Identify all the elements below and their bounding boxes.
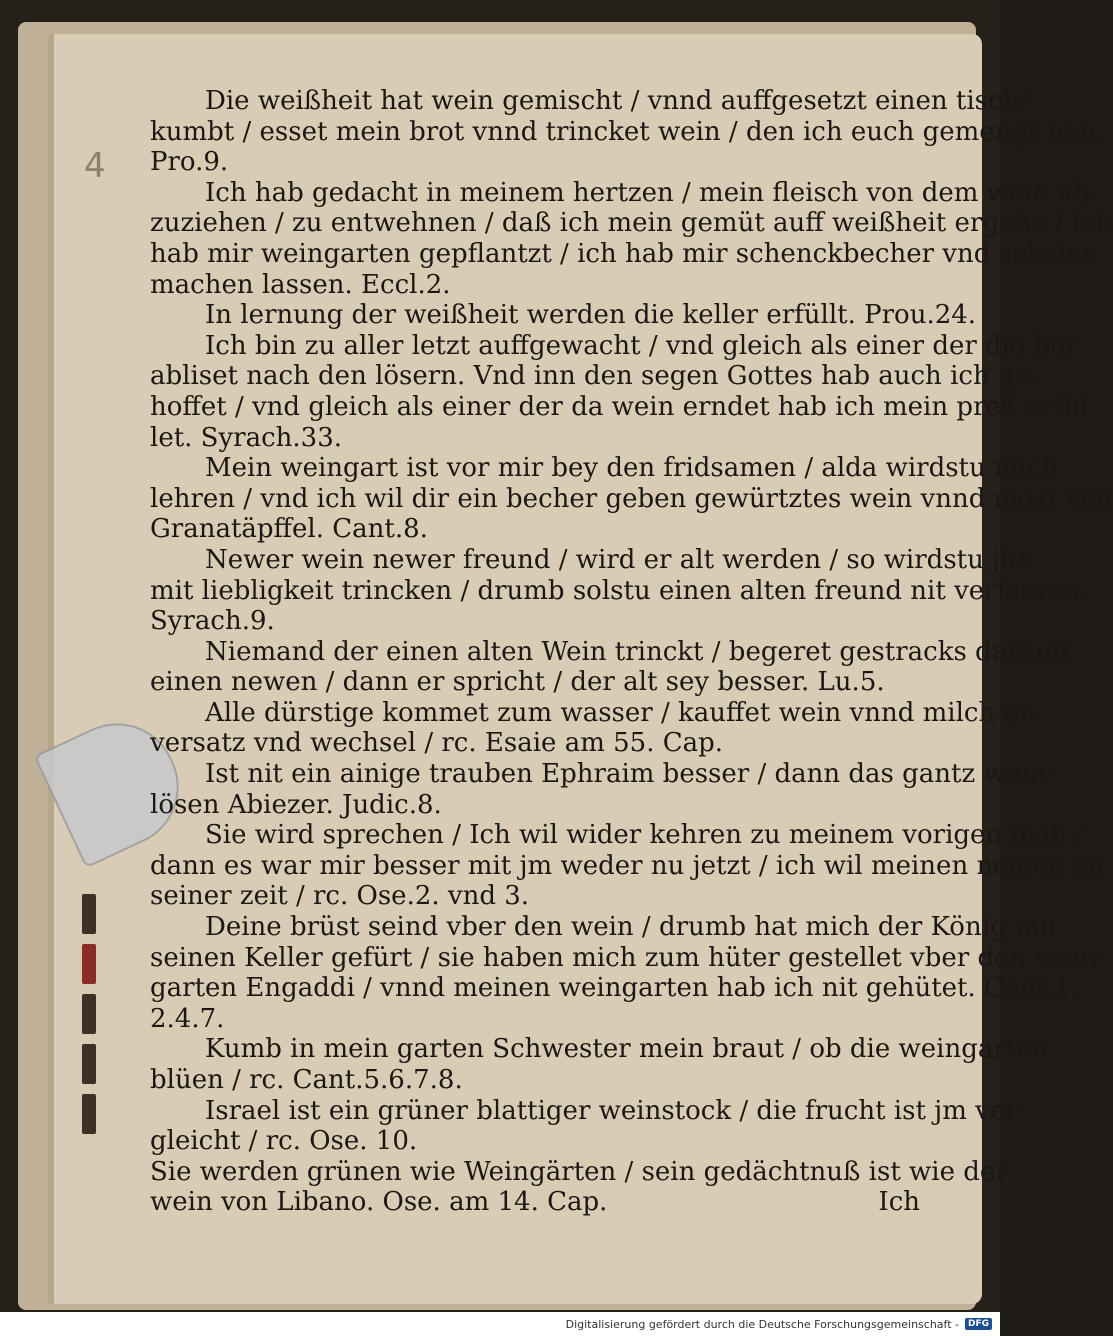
spine-marks xyxy=(82,894,100,1194)
text-line-content: mit liebligkeit trincken / drumb solstu einen alten freund nit verlassen. xyxy=(150,575,1088,606)
text-line xyxy=(150,86,1029,117)
text-line-content: Newer wein newer freund / wird er alt werden / so wirdstu jhn xyxy=(205,544,1034,575)
text-line xyxy=(150,453,1059,484)
text-line xyxy=(150,912,1057,943)
text-line xyxy=(150,606,920,637)
text-line-content: Sie werden grünen wie Weingärten / sein gedächtnuß ist wie der xyxy=(150,1156,1008,1187)
text-line xyxy=(150,1004,920,1035)
text-line-content: 2.4.7. xyxy=(150,1003,225,1034)
text-line-content: lehren / vnd ich wil dir ein becher geben gewürtztes wein vnnd most von xyxy=(150,483,1113,514)
text-line-content: Mein weingart ist vor mir bey den fridsamen / alda wirdstu mich xyxy=(205,453,1059,484)
text-line-content: dann es war mir besser mit jm weder nu jetzt / ich wil meinen nemen zu xyxy=(150,850,1105,881)
text-line-content: Niemand der einen alten Wein trinckt / begeret gestracks darauff xyxy=(205,636,1071,667)
text-line-content: abliset nach den lösern. Vnd inn den segen Gottes hab auch ich ge- xyxy=(150,361,1039,392)
text-line xyxy=(150,820,1085,851)
text-line-content: Ich hab gedacht in meinem hertzen / mein fleisch von dem wein ab- xyxy=(205,177,1099,208)
text-line xyxy=(150,208,1113,239)
text-line-content: kumbt / esset mein brot vnnd trincket wein / den ich euch gemengt hab. xyxy=(150,116,1104,147)
text-line-content: garten Engaddi / vnnd meinen weingarten hab ich nit gehütet. Cant.1. xyxy=(150,973,1080,1004)
text-line-content: let. Syrach.33. xyxy=(150,422,343,453)
text-line-content: Pro.9. xyxy=(150,147,229,178)
text-line-content: blüen / rc. Cant.5.6.7.8. xyxy=(150,1065,463,1095)
text-line xyxy=(150,1126,920,1157)
text-line-content: seinen Keller gefürt / sie haben mich zum hüter gestellet vber den wein- xyxy=(150,942,1106,973)
text-line xyxy=(150,575,1088,607)
text-line-content: versatz vnd wechsel / rc. Esaie am 55. Cap. xyxy=(150,728,724,759)
text-line-content: machen lassen. Eccl.2. xyxy=(150,269,451,300)
text-line xyxy=(150,973,1080,1004)
text-line xyxy=(150,177,1099,209)
text-line-content: In lernung der weißheit werden die keller erfüllt. Prou.24. xyxy=(205,300,977,331)
text-line-content: Sie wird sprechen / Ich wil wider kehren zu meinem vorigen mañ / xyxy=(205,820,1085,851)
text-line-content: lösen Abiezer. Judic.8. xyxy=(150,789,442,820)
text-line xyxy=(150,423,920,454)
text-line xyxy=(150,116,1104,148)
text-line xyxy=(150,1095,1027,1127)
footer-text: Digitalisierung gefördert durch die Deutsche Forschungsgemeinschaft - xyxy=(565,1317,959,1331)
text-line xyxy=(150,361,1039,392)
text-line xyxy=(150,942,1106,974)
text-line xyxy=(150,514,920,545)
text-line xyxy=(150,147,920,178)
text-line-content: Syrach.9. xyxy=(150,606,275,637)
page-text xyxy=(150,86,1113,1218)
text-line xyxy=(150,1187,920,1218)
text-line xyxy=(150,270,920,301)
text-line-content: hab mir weingarten gepflantzt / ich hab mir schenckbecher vnd schalen xyxy=(150,238,1100,269)
text-line-content: hoffet / vnd gleich als einer der da wein erndet hab ich mein preß erfül- xyxy=(150,391,1098,422)
text-line xyxy=(150,1034,1049,1065)
text-line-content: Die weißheit hat wein gemischt / vnnd auffgesetzt einen tisch/ xyxy=(205,86,1029,116)
text-line-content: gleicht / rc. Ose. 10. xyxy=(150,1126,418,1157)
text-line xyxy=(150,850,1105,882)
text-line xyxy=(150,1065,920,1096)
text-line-content: Ist nit ein ainige trauben Ephraim besser / dann das gantz wein- xyxy=(205,759,1055,790)
text-line-content: Deine brüst seind vber den wein / drumb hat mich der König inn xyxy=(205,912,1057,943)
dfg-logo: DFG xyxy=(965,1318,992,1330)
text-line xyxy=(150,728,920,759)
text-line xyxy=(150,697,1036,729)
text-line xyxy=(150,636,1071,668)
text-line xyxy=(150,759,1055,790)
text-line xyxy=(150,483,1113,515)
text-line-content: wein von Libano. Ose. am 14. Cap. xyxy=(150,1187,608,1218)
catchword: Ich xyxy=(878,1187,920,1218)
text-line xyxy=(150,330,1079,362)
text-line xyxy=(150,790,920,821)
text-line xyxy=(150,544,1034,576)
text-line-content: seiner zeit / rc. Ose.2. vnd 3. xyxy=(150,881,530,912)
page-number: 4 xyxy=(84,146,106,186)
text-line xyxy=(150,881,920,912)
text-line-content: Alle dürstige kommet zum wasser / kauffet wein vnnd milch on xyxy=(205,697,1036,728)
text-line-content: Israel ist ein grüner blattiger weinstock / die frucht ist jm ver- xyxy=(205,1095,1027,1126)
text-line xyxy=(150,391,1098,423)
text-line-content: einen newen / dann er spricht / der alt sey besser. Lu.5. xyxy=(150,667,885,698)
footer xyxy=(0,1312,1000,1336)
text-line-content: zuziehen / zu entwehnen / daß ich mein gemüt auff weißheit ergebe / Ich xyxy=(150,208,1113,239)
text-line-content: Kumb in mein garten Schwester mein braut / ob die weingarten xyxy=(205,1034,1049,1065)
text-line xyxy=(150,238,1100,270)
text-line xyxy=(150,667,920,698)
text-line xyxy=(150,300,977,331)
text-line-content: Granatäpffel. Cant.8. xyxy=(150,514,428,545)
text-line xyxy=(150,1156,1008,1188)
text-line-content: Ich bin zu aller letzt auffgewacht / vnd gleich als einer der die bör xyxy=(205,330,1079,361)
